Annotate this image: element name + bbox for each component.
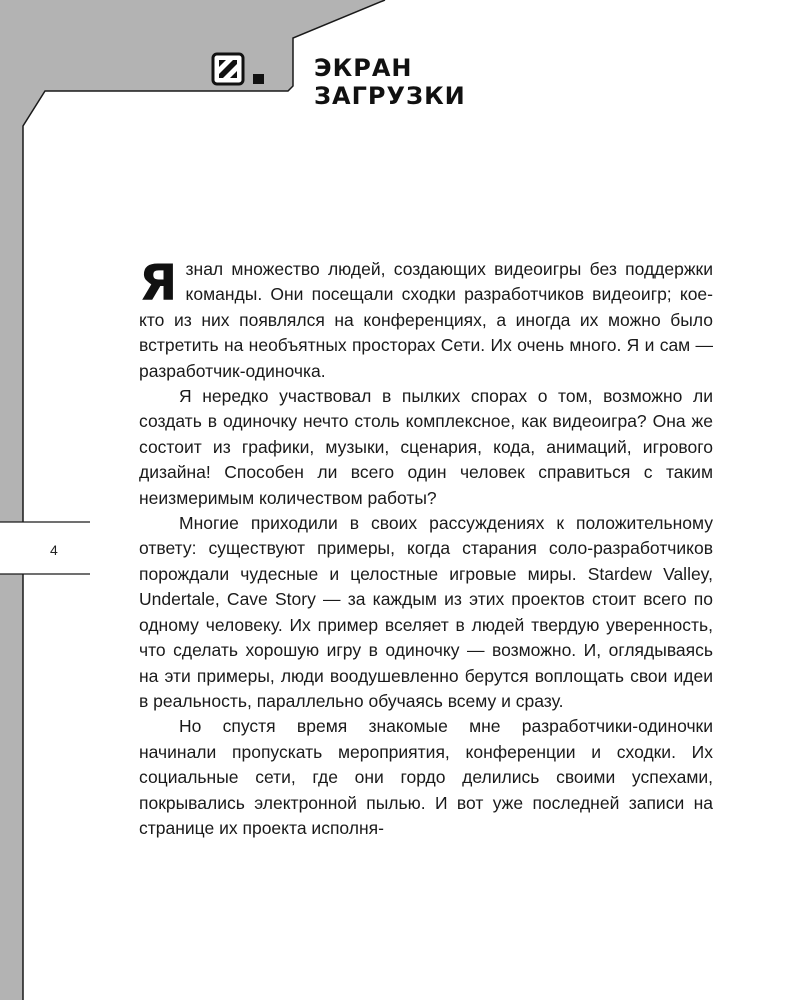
page-number-tab — [0, 522, 90, 574]
paragraph-2: Я нередко участвовал в пылких спорах о том, возможно ли создать в одиночку нечто столь комплексное, как видеоигра? Она же состоит из графики, музыки, сценария, кода, анимаций, игрового дизайна! Способен ли всего один человек справиться с таким неизмеримым количеством работы? — [139, 386, 713, 508]
drop-cap: Я — [139, 254, 178, 312]
paragraph-1 — [139, 254, 713, 384]
paragraph-1-text: знал множество людей, создающих видеоигры без поддержки команды. Они посещали сходки разработчиков видеоигр; кое-кто из них появлялся на конференциях, а иногда их можно было встретить на необъятных просторах Сети. Их очень много. Я и сам — разработчик-одиночка. — [139, 259, 713, 381]
body-text — [139, 254, 713, 841]
checkbox-slash-icon — [211, 52, 271, 86]
chapter-title-line-1: ЭКРАН — [314, 54, 413, 82]
paragraph-3: Многие приходили в своих рассуждениях к положительному ответу: существуют примеры, когда старания соло-разработчиков порождали чудесные и целостные игровые миры. Stardew Valley, Undertale, Cave Story — за каждым из этих проектов стоит всего по одному человеку. Их пример вселяет в людей твердую уверенность, что сделать хорошую игру в одиночку — возможно. И, оглядываясь на эти примеры, люди воодушевленно берутся воплощать свои идеи в реальность, параллельно обучаясь всему и сразу. — [139, 513, 713, 711]
page-number: 4 — [50, 542, 58, 558]
chapter-title — [314, 54, 466, 110]
chapter-title-line-2: ЗАГРУЗКИ — [314, 82, 466, 110]
paragraph-4: Но спустя время знакомые мне разработчики-одиночки начинали пропускать мероприятия, конференции и сходки. Их социальные сети, где они гордо делились своими успехами, покрывались электронной пылью. И вот уже последней записи на странице их проекта исполня- — [139, 716, 713, 838]
